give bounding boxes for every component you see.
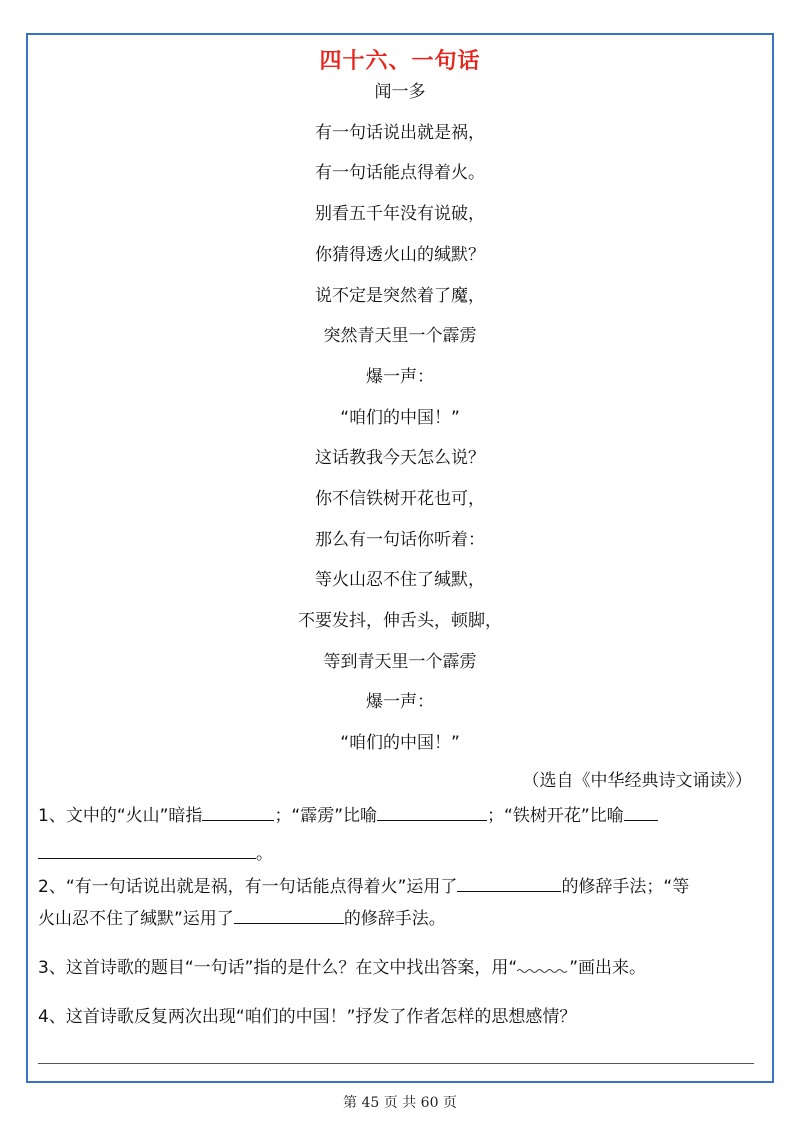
- answer-blank-thunder[interactable]: [377, 802, 487, 821]
- poem-line: 有一句话说出就是祸，: [315, 123, 485, 143]
- question-4: [38, 1004, 766, 1030]
- poem-line: 等火山忍不住了缄默，: [315, 570, 485, 590]
- wavy-underline-icon: [517, 962, 569, 974]
- poem-line: 爆一声：: [366, 367, 434, 387]
- question-3-text-a: 3、这首诗歌的题目“一句话”指的是什么？在文中找出答案，用“: [38, 958, 518, 978]
- answer-blank-rhetoric-1[interactable]: [457, 873, 561, 892]
- question-1-text-a: 1、文中的“火山”暗指: [38, 806, 203, 826]
- question-1-text-c: ；“铁树开花”比喻: [487, 806, 624, 826]
- poem-author: 闻一多: [374, 82, 426, 102]
- question-3: [38, 955, 766, 981]
- poem-title: 四十六、一句话: [319, 49, 481, 74]
- question-3-text-b: ”画出来。: [569, 958, 647, 978]
- poem-line: 你猜得透火山的缄默？: [315, 245, 485, 265]
- question-2-text-b: 的修辞手法；“等: [561, 877, 690, 897]
- poem-source: （选自《中华经典诗文诵读》）: [522, 771, 752, 791]
- question-1-text-b: ；“霹雳”比喻: [274, 806, 378, 826]
- answer-blank-volcano[interactable]: [202, 802, 274, 821]
- poem-line: “咱们的中国！”: [340, 408, 460, 428]
- question-2-text-d: 的修辞手法。: [343, 909, 446, 929]
- poem-line: 有一句话能点得着火。: [315, 163, 485, 183]
- question-2: [38, 873, 766, 900]
- answer-line[interactable]: [38, 1063, 754, 1064]
- question-2-text-a: 2、“有一句话说出就是祸，有一句话能点得着火”运用了: [38, 877, 458, 897]
- question-2-continued: [38, 905, 766, 932]
- question-4-text: 4、这首诗歌反复两次出现“咱们的中国！”抒发了作者怎样的思想感情？: [38, 1007, 577, 1027]
- answer-blank-iron-tree-start[interactable]: [624, 802, 658, 821]
- poem-line: 爆一声：: [366, 692, 434, 712]
- poem-line: 那么有一句话你听着：: [315, 530, 485, 550]
- poem-line: 这话教我今天怎么说？: [315, 448, 485, 468]
- answer-blank-iron-tree[interactable]: [38, 840, 256, 859]
- poem-line: 不要发抖，伸舌头，顿脚，: [298, 611, 502, 631]
- poem-line: 等到青天里一个霹雳: [323, 652, 477, 672]
- poem-line: “咱们的中国！”: [340, 733, 460, 753]
- question-1-continued: [38, 840, 766, 867]
- poem-line: 你不信铁树开花也可，: [315, 489, 485, 509]
- poem-line: 说不定是突然着了魔，: [315, 286, 485, 306]
- question-2-text-c: 火山忍不住了缄默”运用了: [38, 909, 234, 929]
- question-1-text-d: 。: [256, 844, 273, 864]
- poem-line: 突然青天里一个霹雳: [323, 326, 477, 346]
- question-1: [38, 802, 766, 829]
- poem-line: 别看五千年没有说破，: [315, 204, 485, 224]
- page-footer: 第 45 页 共 60 页: [343, 1095, 457, 1111]
- answer-blank-rhetoric-2[interactable]: [234, 905, 344, 924]
